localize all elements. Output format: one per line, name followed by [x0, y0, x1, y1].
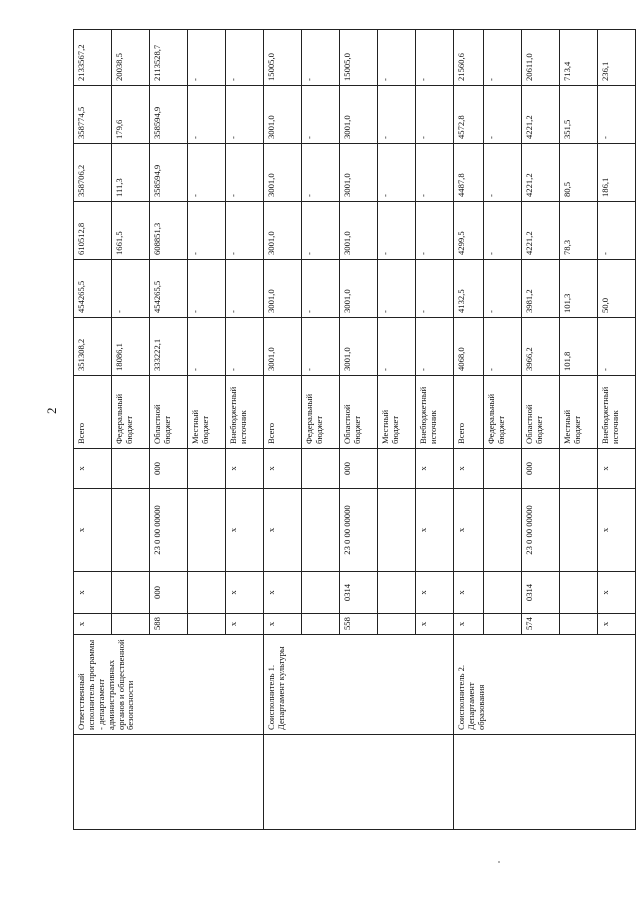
cell-value: 358774,5	[74, 86, 112, 144]
cell-total: -	[188, 30, 226, 86]
cell-code: 000	[150, 572, 188, 614]
cell-value: 1661,5	[112, 202, 150, 260]
cell-code	[378, 489, 416, 572]
cell-code	[112, 614, 150, 635]
cell-value: 3001,0	[264, 86, 302, 144]
cell-total: 15005,0	[264, 30, 302, 86]
cell-executor: Соисполнитель 2. Департамент образования	[454, 635, 636, 735]
cell-code	[484, 614, 522, 635]
cell-funding-source: Внебюджетный источник	[598, 376, 636, 449]
cell-code: 23 0 00 00000	[340, 489, 378, 572]
cell-value: -	[598, 202, 636, 260]
cell-code: x	[74, 489, 112, 572]
cell-executor: Соисполнитель 1. Департамент культуры	[264, 635, 454, 735]
cell-value: 4299,5	[454, 202, 484, 260]
table-row	[454, 30, 484, 830]
cell-value: 80,5	[560, 144, 598, 202]
cell-code: 23 0 00 00000	[150, 489, 188, 572]
cell-code	[484, 489, 522, 572]
cell-code: 0314	[340, 572, 378, 614]
cell-code: 588	[150, 614, 188, 635]
cell-code	[560, 572, 598, 614]
cell-code	[484, 449, 522, 489]
cell-value: -	[302, 86, 340, 144]
cell-value: -	[598, 318, 636, 376]
cell-value: 358706,2	[74, 144, 112, 202]
cell-code: x	[416, 489, 454, 572]
cell-code: x	[416, 449, 454, 489]
cell-value: 4487,8	[454, 144, 484, 202]
cell-code: 574	[522, 614, 560, 635]
cell-value: -	[416, 318, 454, 376]
cell-value: -	[226, 144, 264, 202]
cell-value: 610512,8	[74, 202, 112, 260]
cell-code	[188, 572, 226, 614]
cell-code	[302, 572, 340, 614]
cell-code: 000	[522, 449, 560, 489]
cell-empty	[74, 735, 264, 830]
cell-code: x	[74, 572, 112, 614]
cell-total: 2133567,2	[74, 30, 112, 86]
cell-total: 713,4	[560, 30, 598, 86]
cell-funding-source: Местный бюджет	[188, 376, 226, 449]
cell-value: -	[378, 144, 416, 202]
cell-value: 608851,3	[150, 202, 188, 260]
cell-code	[188, 449, 226, 489]
cell-code: 000	[340, 449, 378, 489]
budget-table	[73, 29, 636, 830]
cell-value: 3001,0	[264, 144, 302, 202]
cell-value: -	[484, 202, 522, 260]
cell-total: -	[378, 30, 416, 86]
cell-value: 186,1	[598, 144, 636, 202]
cell-value: 358594,9	[150, 86, 188, 144]
cell-value: -	[302, 144, 340, 202]
cell-value: 3001,0	[340, 202, 378, 260]
cell-value: -	[378, 202, 416, 260]
cell-value: -	[378, 86, 416, 144]
cell-value: -	[226, 318, 264, 376]
cell-funding-source: Местный бюджет	[378, 376, 416, 449]
cell-funding-source: Всего	[74, 376, 112, 449]
cell-code: x	[454, 614, 484, 635]
scan-speck	[498, 861, 500, 863]
cell-total: 236,1	[598, 30, 636, 86]
cell-total: 20038,5	[112, 30, 150, 86]
cell-code: x	[598, 449, 636, 489]
cell-value: -	[188, 260, 226, 318]
cell-code	[484, 572, 522, 614]
cell-value: -	[226, 260, 264, 318]
cell-value: -	[484, 144, 522, 202]
cell-value: -	[188, 202, 226, 260]
cell-code	[188, 489, 226, 572]
cell-value: -	[416, 260, 454, 318]
cell-value: -	[302, 202, 340, 260]
cell-value: -	[378, 260, 416, 318]
cell-code	[302, 449, 340, 489]
cell-value: 50,0	[598, 260, 636, 318]
cell-total: -	[484, 30, 522, 86]
cell-value: 101,3	[560, 260, 598, 318]
cell-total: 20611,0	[522, 30, 560, 86]
table-row	[264, 30, 302, 830]
cell-value: 454265,5	[150, 260, 188, 318]
cell-value: 3001,0	[264, 318, 302, 376]
cell-code: x	[264, 449, 302, 489]
cell-code	[112, 449, 150, 489]
cell-funding-source: Местный бюджет	[560, 376, 598, 449]
cell-value: 4068,0	[454, 318, 484, 376]
cell-value: 4221,2	[522, 144, 560, 202]
cell-funding-source: Федеральный бюджет	[302, 376, 340, 449]
cell-code: x	[264, 489, 302, 572]
cell-code: 23 0 00 00000	[522, 489, 560, 572]
cell-executor: Ответственный исполнитель программы - департамент административных органов и общественной безопасности	[74, 635, 264, 735]
cell-value: 351308,2	[74, 318, 112, 376]
cell-empty	[264, 735, 454, 830]
cell-funding-source: Федеральный бюджет	[112, 376, 150, 449]
cell-value: -	[188, 144, 226, 202]
cell-value: 454265,5	[74, 260, 112, 318]
cell-value: -	[302, 260, 340, 318]
cell-empty	[454, 735, 636, 830]
cell-total: -	[226, 30, 264, 86]
cell-code	[378, 449, 416, 489]
cell-funding-source: Областной бюджет	[522, 376, 560, 449]
cell-funding-source: Всего	[264, 376, 302, 449]
cell-total: 21560,6	[454, 30, 484, 86]
cell-value: -	[484, 86, 522, 144]
cell-code: x	[226, 614, 264, 635]
cell-value: -	[302, 318, 340, 376]
cell-code: x	[264, 614, 302, 635]
cell-code: x	[454, 449, 484, 489]
cell-code: x	[416, 572, 454, 614]
cell-value: -	[598, 86, 636, 144]
cell-code: x	[454, 572, 484, 614]
cell-value: -	[226, 86, 264, 144]
cell-value: 111,3	[112, 144, 150, 202]
rotated-page-content	[73, 30, 620, 830]
cell-code: x	[264, 572, 302, 614]
cell-value: 3981,2	[522, 260, 560, 318]
cell-code	[560, 449, 598, 489]
cell-funding-source: Всего	[454, 376, 484, 449]
cell-value: 358594,9	[150, 144, 188, 202]
cell-funding-source: Областной бюджет	[150, 376, 188, 449]
cell-value: 78,3	[560, 202, 598, 260]
cell-funding-source: Внебюджетный источник	[416, 376, 454, 449]
cell-code: x	[226, 572, 264, 614]
cell-value: 3001,0	[340, 260, 378, 318]
cell-value: 3001,0	[340, 86, 378, 144]
cell-code	[378, 572, 416, 614]
cell-funding-source: Областной бюджет	[340, 376, 378, 449]
cell-code: x	[454, 489, 484, 572]
cell-value: 4132,5	[454, 260, 484, 318]
cell-value: 4572,8	[454, 86, 484, 144]
cell-code: x	[74, 449, 112, 489]
cell-code	[112, 572, 150, 614]
cell-code: x	[598, 489, 636, 572]
cell-code: 558	[340, 614, 378, 635]
cell-value: -	[416, 86, 454, 144]
cell-value: -	[188, 318, 226, 376]
cell-value: -	[378, 318, 416, 376]
page-number: 2	[44, 407, 59, 414]
cell-value: -	[112, 260, 150, 318]
cell-code	[378, 614, 416, 635]
cell-value: 3966,2	[522, 318, 560, 376]
cell-code: x	[226, 489, 264, 572]
budget-table-body	[74, 30, 636, 830]
cell-code	[302, 489, 340, 572]
cell-code: x	[598, 572, 636, 614]
cell-value: -	[484, 318, 522, 376]
cell-funding-source: Внебюджетный источник	[226, 376, 264, 449]
cell-value: 101,8	[560, 318, 598, 376]
cell-code	[560, 614, 598, 635]
cell-code: x	[74, 614, 112, 635]
cell-value: 18086,1	[112, 318, 150, 376]
cell-code: x	[598, 614, 636, 635]
cell-value: -	[226, 202, 264, 260]
cell-code	[302, 614, 340, 635]
cell-code: 000	[150, 449, 188, 489]
cell-value: 4221,2	[522, 202, 560, 260]
cell-code	[560, 489, 598, 572]
cell-value: 351,5	[560, 86, 598, 144]
cell-value: -	[188, 86, 226, 144]
cell-code	[112, 489, 150, 572]
cell-total: -	[302, 30, 340, 86]
cell-value: -	[484, 260, 522, 318]
table-row	[74, 30, 112, 830]
cell-value: 3001,0	[264, 202, 302, 260]
cell-value: 3001,0	[340, 144, 378, 202]
cell-code	[188, 614, 226, 635]
cell-value: 179,6	[112, 86, 150, 144]
cell-value: 3001,0	[340, 318, 378, 376]
cell-total: -	[416, 30, 454, 86]
cell-value: -	[416, 202, 454, 260]
cell-code: x	[416, 614, 454, 635]
cell-value: -	[416, 144, 454, 202]
cell-total: 15005,0	[340, 30, 378, 86]
cell-value: 3001,0	[264, 260, 302, 318]
cell-funding-source: Федеральный бюджет	[484, 376, 522, 449]
cell-total: 2113528,7	[150, 30, 188, 86]
cell-code: 0314	[522, 572, 560, 614]
cell-value: 333222,1	[150, 318, 188, 376]
cell-code: x	[226, 449, 264, 489]
cell-value: 4221,2	[522, 86, 560, 144]
